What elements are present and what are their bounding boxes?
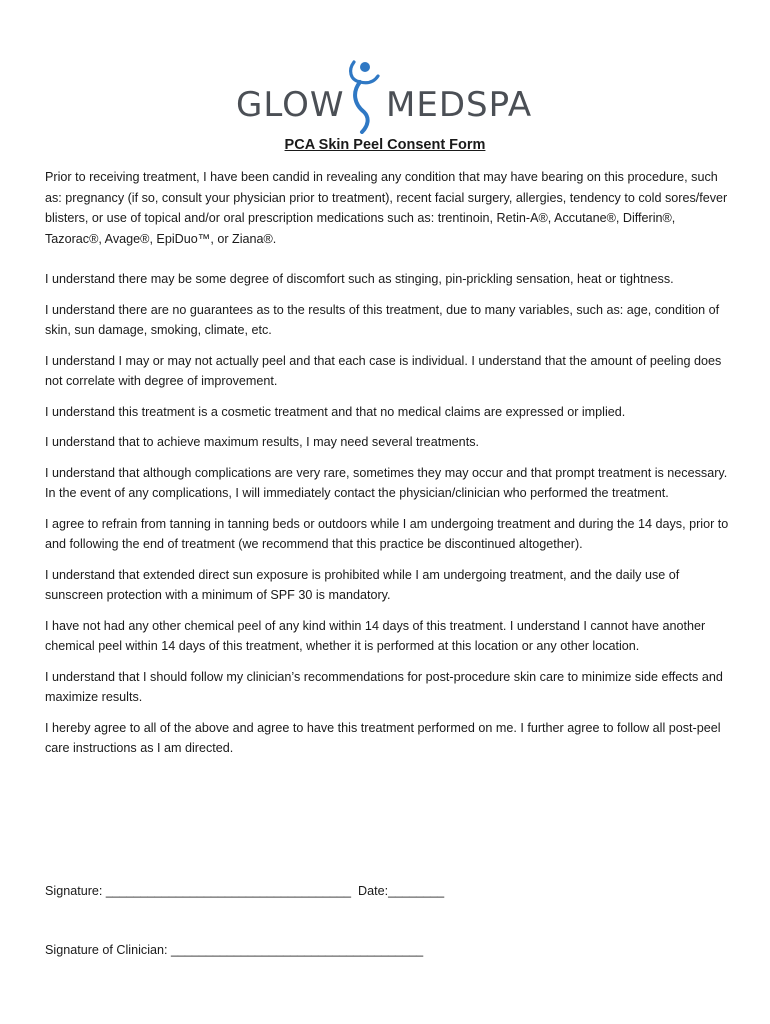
form-title: PCA Skin Peel Consent Form — [284, 137, 486, 153]
date-field[interactable]: Date:________ — [358, 884, 445, 898]
clinician-signature-field[interactable]: Signature of Clinician: ____________________________________ — [45, 943, 424, 957]
consent-paragraph: I agree to refrain from tanning in tanning beds or outdoors while I am undergoing treatment and during the 14 days, prior to and following the end of treatment (we recommend that this practice be discontinued altogether). — [45, 516, 729, 551]
logo-text-medspa: MEDSPA — [386, 85, 533, 125]
consent-paragraph: I understand that I should follow my clinician’s recommendations for post-procedure skin care to minimize side effects and maximize results. — [45, 669, 723, 704]
consent-paragraph: I understand there may be some degree of discomfort such as stinging, pin-prickling sensation, heat or tightness. — [45, 272, 674, 286]
consent-paragraph: I understand that although complications are very rare, sometimes they may occur and that prompt treatment is necessary. In the event of any complications, I will immediately contact the physician/clinician who performed the treatment. — [45, 465, 728, 500]
consent-paragraph: Prior to receiving treatment, I have been candid in revealing any condition that may have bearing on this procedure, such as: pregnancy (if so, consult your physician prior to treatment), recent facial surgery, allergies, tendency to cold sores/fever blisters, or use of topical and/or oral prescription medications such as: trentinoin, Retin-A®, Accutane®, Differin®, Tazorac®, Avage®, EpiDuo™, or Ziana®. — [45, 170, 728, 246]
consent-paragraph: I understand this treatment is a cosmetic treatment and that no medical claims are expressed or implied. — [45, 404, 626, 419]
consent-paragraph: I understand that to achieve maximum results, I may need several treatments. — [45, 435, 479, 449]
consent-paragraph: I understand I may or may not actually peel and that each case is individual. I understand that the amount of peeling does not correlate with degree of improvement. — [45, 353, 722, 388]
logo-text-glow: GLOW — [236, 85, 345, 125]
consent-paragraph: I understand that extended direct sun exposure is prohibited while I am undergoing treatment, and the daily use of sunscreen protection with a minimum of SPF 30 is mandatory. — [45, 567, 680, 602]
consent-paragraph: I have not had any other chemical peel of any kind within 14 days of this treatment. I understand I cannot have another chemical peel within 14 days of this treatment, whether it is performed at this location or any other location. — [45, 618, 706, 653]
signature-field[interactable]: Signature: ___________________________________ — [45, 884, 352, 898]
consent-body — [45, 167, 735, 769]
logo-figure-icon — [338, 56, 386, 134]
consent-paragraph: I hereby agree to all of the above and agree to have this treatment performed on me. I further agree to follow all post-peel care instructions as I am directed. — [45, 720, 721, 755]
consent-paragraph: I understand there are no guarantees as to the results of this treatment, due to many variables, such as: age, condition of skin, sun damage, smoking, climate, etc. — [45, 302, 720, 337]
glow-medspa-logo — [230, 56, 540, 134]
